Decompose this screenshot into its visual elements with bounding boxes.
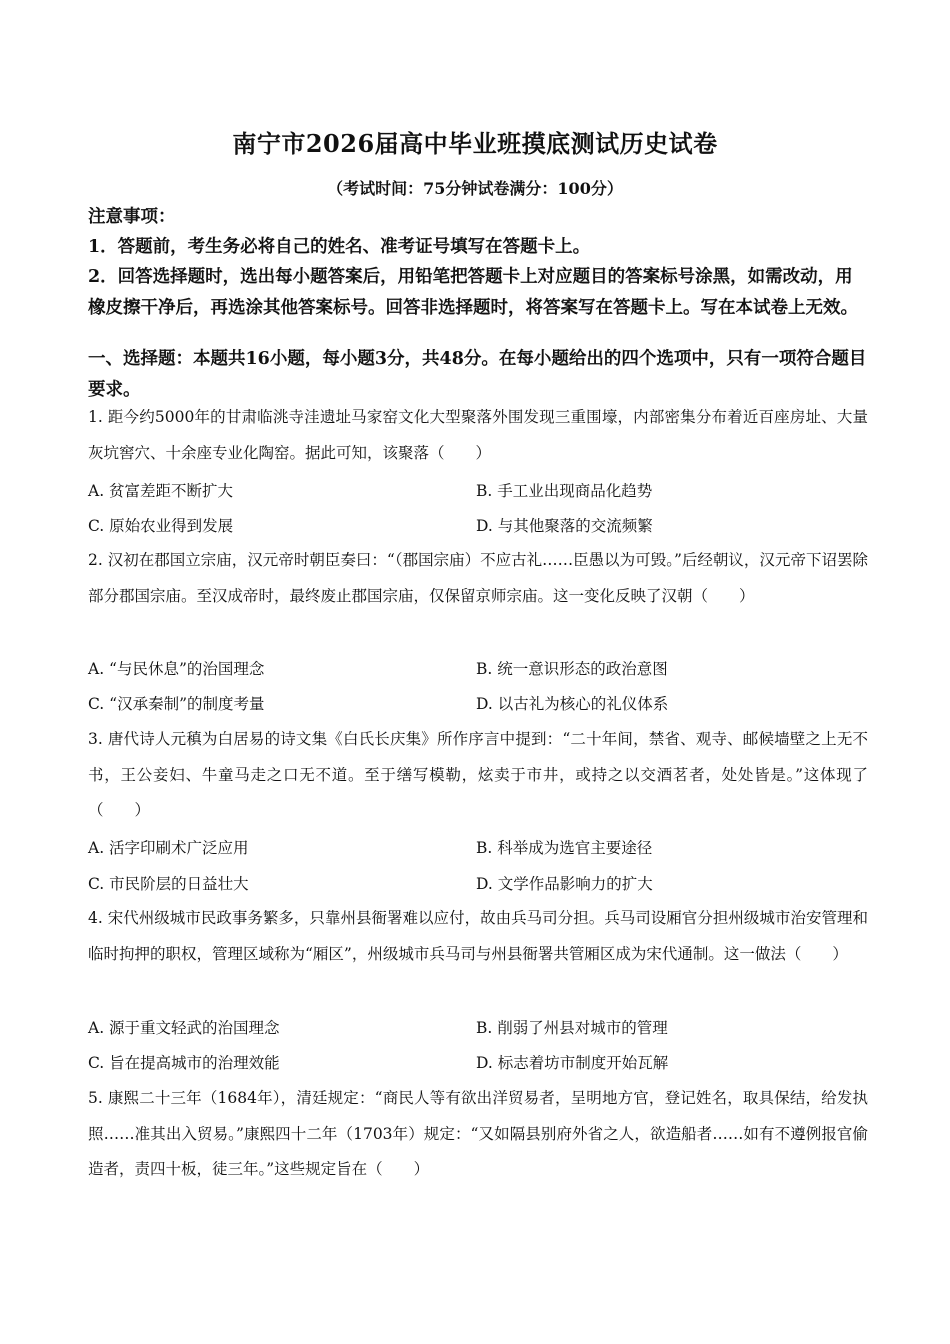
notice-heading: 注意事项： xyxy=(88,207,176,227)
q2-option-a: A. “与民休息”的治国理念 xyxy=(88,660,265,678)
page-title: 南宁市2026届高中毕业班摸底测试历史试卷 xyxy=(232,129,718,158)
question-5: 5. 康熙二十三年（1684年），清廷规定：“商民人等有欲出洋贸易者，呈明地方官，登记姓名，取具保结，给发执照……准其出入贸易。”康熙四十二年（1703年）规定：“又如隔县别府外省之人，欲造船者……如有不遵例报官偷造者，责四十板，徒三年。”这些规定旨在（ ） xyxy=(88,1089,868,1178)
question-1: 1. 距今约5000年的甘肃临洮寺洼遗址马家窑文化大型聚落外围发现三重围壕，内部密集分布着近百座房址、大量灰坑窖穴、十余座专业化陶窑。据此可知，该聚落（ ） xyxy=(88,408,868,462)
q1-option-a: A. 贫富差距不断扩大 xyxy=(88,482,234,500)
q3-option-d: D. 文学作品影响力的扩大 xyxy=(476,875,653,893)
q3-option-b: B. 科举成为选官主要途径 xyxy=(476,839,653,857)
q2-option-d: D. 以古礼为核心的礼仪体系 xyxy=(476,695,669,713)
q1-option-d: D. 与其他聚落的交流频繁 xyxy=(476,517,653,535)
exam-info: （考试时间：75分钟试卷满分：100分） xyxy=(327,179,623,198)
q1-option-b: B. 手工业出现商品化趋势 xyxy=(476,482,653,500)
q4-option-d: D. 标志着坊市制度开始瓦解 xyxy=(476,1054,669,1072)
q3-option-c: C. 市民阶层的日益壮大 xyxy=(88,875,249,893)
q4-option-b: B. 削弱了州县对城市的管理 xyxy=(476,1019,668,1037)
notice-item-1: 1．答题前，考生务必将自己的姓名、准考证号填写在答题卡上。 xyxy=(88,237,591,257)
q4-option-c: C. 旨在提高城市的治理效能 xyxy=(88,1054,280,1072)
notice-item-2: 2．回答选择题时，选出每小题答案后，用铅笔把答题卡上对应题目的答案标号涂黑，如需改动，用橡皮擦干净后，再选涂其他答案标号。回答非选择题时，将答案写在答题卡上。写在本试卷上无效。 xyxy=(88,267,858,318)
q1-option-c: C. 原始农业得到发展 xyxy=(88,517,234,535)
q3-option-a: A. 活字印刷术广泛应用 xyxy=(88,839,249,857)
q2-option-c: C. “汉承秦制”的制度考量 xyxy=(88,695,265,713)
q4-option-a: A. 源于重文轻武的治国理念 xyxy=(88,1019,280,1037)
question-4: 4. 宋代州级城市民政事务繁多，只靠州县衙署难以应付，故由兵马司分担。兵马司设厢官分担州级城市治安管理和临时拘押的职权，管理区域称为“厢区”，州级城市兵马司与州县衙署共管厢区成为宋代通制。这一做法（ ） xyxy=(88,909,868,963)
q2-option-b: B. 统一意识形态的政治意图 xyxy=(476,660,668,678)
question-3: 3. 唐代诗人元稹为白居易的诗文集《白氏长庆集》所作序言中提到：“二十年间，禁省、观寺、邮候墙壁之上无不书，王公妾妇、牛童马走之口无不道。至于缮写模勒，炫卖于市井，或持之以交酒茗者，处处皆是。”这体现了（ ） xyxy=(88,730,868,819)
section-heading: 一、选择题：本题共16小题，每小题3分，共48分。在每小题给出的四个选项中，只有一项符合题目要求。 xyxy=(88,349,867,400)
question-2: 2. 汉初在郡国立宗庙，汉元帝时朝臣奏曰：“（郡国宗庙）不应古礼……臣愚以为可毁。”后经朝议，汉元帝下诏罢除部分郡国宗庙。至汉成帝时，最终废止郡国宗庙，仅保留京师宗庙。这一变化反映了汉朝（ ） xyxy=(88,551,868,605)
